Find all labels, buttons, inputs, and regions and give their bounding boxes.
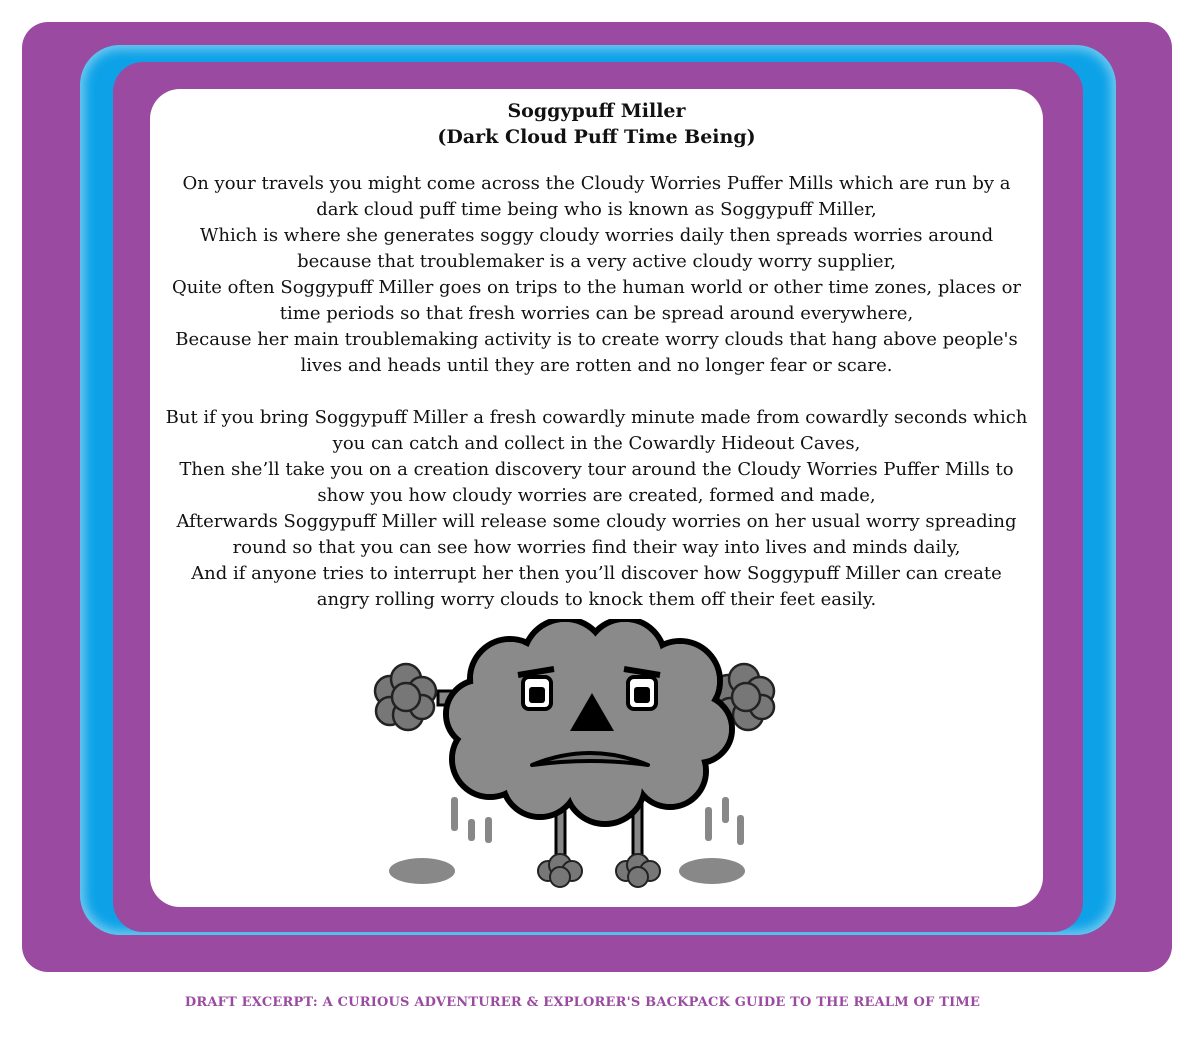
raindrop	[451, 797, 458, 831]
dark-cloud-character-icon	[360, 619, 780, 904]
raindrop	[737, 815, 744, 845]
paragraph-2-line: round so that you can see how worries find their way into lives and minds daily,	[232, 537, 961, 558]
left-shadow	[389, 858, 455, 884]
raindrop	[468, 819, 475, 841]
paragraph-1	[164, 171, 1029, 379]
paragraph-1-line: Quite often Soggypuff Miller goes on trips to the human world or other time zones, places or	[171, 277, 1022, 298]
right-shadow	[679, 858, 745, 884]
paragraph-1-line: because that troublemaker is a very active cloudy worry supplier,	[297, 251, 896, 272]
paragraph-1-line: dark cloud puff time being who is known as Soggypuff Miller,	[316, 199, 877, 220]
paragraph-1-line: Because her main troublemaking activity is to create worry clouds that hang above people's	[175, 329, 1018, 350]
page-title: Soggypuff Miller	[507, 100, 686, 122]
paragraph-2	[164, 405, 1029, 613]
page-subtitle: (Dark Cloud Puff Time Being)	[437, 126, 756, 148]
paragraph-1-line: Which is where she generates soggy cloudy worries daily then spreads worries around	[199, 225, 994, 246]
paragraph-2-line: angry rolling worry clouds to knock them off their feet easily.	[316, 589, 877, 610]
paragraph-1-line: lives and heads until they are rotten and no longer fear or scare.	[300, 355, 893, 376]
paragraph-1-line: On your travels you might come across the Cloudy Worries Puffer Mills which are run by a	[182, 173, 1011, 194]
paragraph-2-line: show you how cloudy worries are created, formed and made,	[317, 485, 876, 506]
paragraph-2-line: you can catch and collect in the Cowardly Hideout Caves,	[332, 433, 861, 454]
raindrop	[705, 807, 712, 841]
raindrop	[485, 817, 492, 843]
paragraph-2-line: And if anyone tries to interrupt her then you’ll discover how Soggypuff Miller can create	[191, 563, 1002, 584]
content-card	[150, 89, 1043, 907]
paragraph-1-line: time periods so that fresh worries can be spread around everywhere,	[279, 303, 914, 324]
raindrop	[722, 797, 729, 823]
paragraph-2-line: Afterwards Soggypuff Miller will release some cloudy worries on her usual worry spreading	[176, 511, 1017, 532]
paragraph-2-line: But if you bring Soggypuff Miller a fresh cowardly minute made from cowardly seconds which	[165, 407, 1028, 428]
footer-caption: DRAFT EXCERPT: A CURIOUS ADVENTURER & EXPLORER'S BACKPACK GUIDE TO THE REALM OF TIME	[184, 995, 981, 1010]
paragraph-2-line: Then she’ll take you on a creation discovery tour around the Cloudy Worries Puffer Mills to	[179, 459, 1014, 480]
